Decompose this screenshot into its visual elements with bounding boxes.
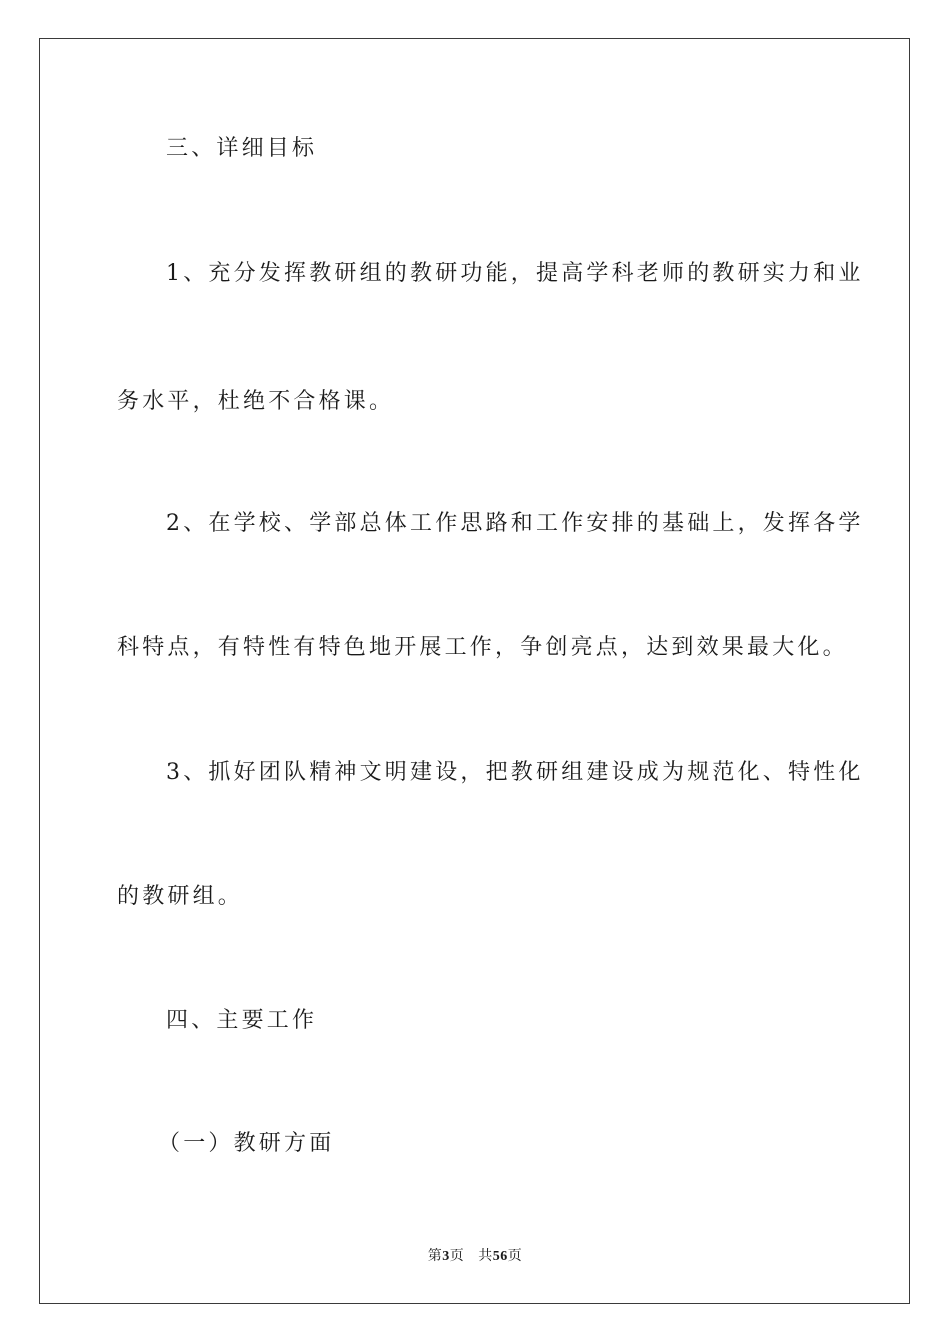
paragraph-2-line-1: 2、在学校、学部总体工作思路和工作安排的基础上，发挥各学	[166, 511, 864, 536]
page-prefix: 第	[427, 1249, 443, 1264]
total-suffix: 页	[507, 1249, 523, 1264]
page-number: 3	[442, 1249, 450, 1264]
paragraph-3-line-2: 的教研组。	[117, 884, 244, 909]
page-suffix: 页	[449, 1249, 465, 1264]
total-prefix: 共	[478, 1249, 493, 1264]
paragraph-1-line-2: 务水平，杜绝不合格课。	[117, 389, 395, 414]
paragraph-1-line-1: 1、充分发挥教研组的教研功能，提高学科老师的教研实力和业	[166, 261, 864, 286]
total-pages: 56	[492, 1249, 508, 1264]
subsection-heading-1: （一）教研方面	[158, 1131, 335, 1156]
page-footer	[0, 1247, 950, 1267]
paragraph-2-line-2: 科特点，有特性有特色地开展工作，争创亮点，达到效果最大化。	[117, 635, 848, 660]
page-border	[39, 38, 910, 1304]
paragraph-3-line-1: 3、抓好团队精神文明建设，把教研组建设成为规范化、特性化	[166, 760, 864, 785]
section-heading-4: 四、主要工作	[166, 1008, 318, 1033]
section-heading-3: 三、详细目标	[166, 136, 318, 161]
